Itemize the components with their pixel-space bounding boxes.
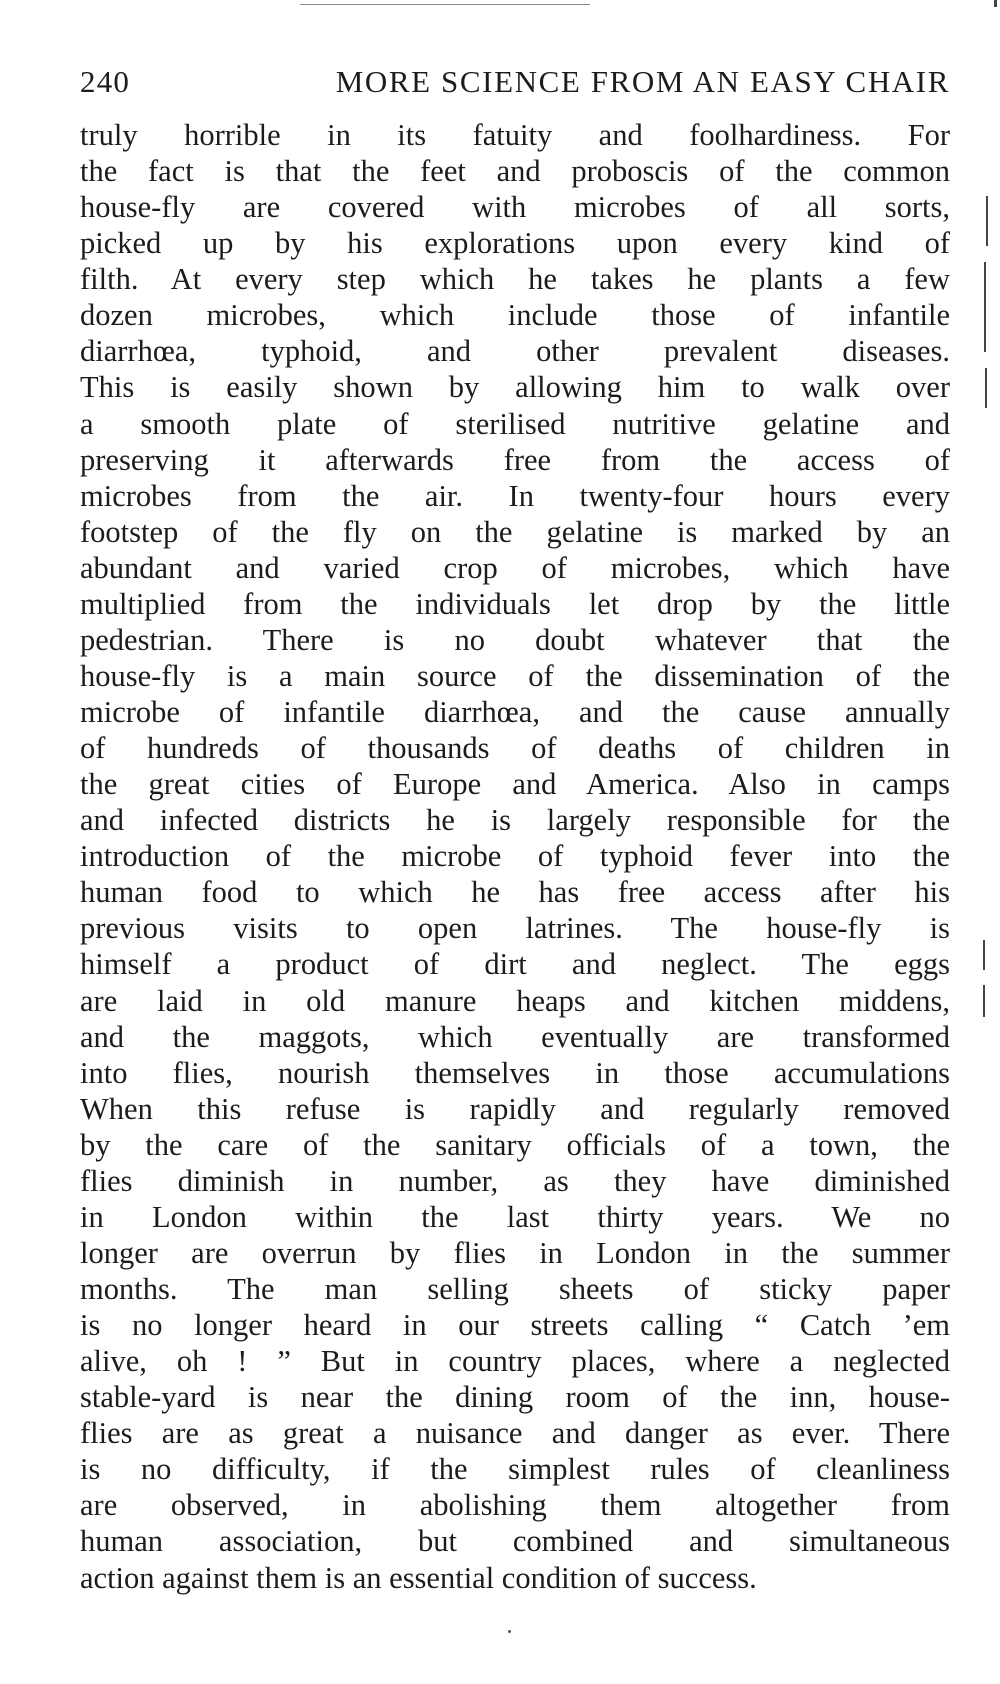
text-line: in London within the last thirty years. We no — [80, 1199, 950, 1234]
text-line: of hundreds of thousands of deaths of children in — [80, 731, 950, 766]
text-line: truly horrible in its fatuity and foolhardiness. For — [80, 118, 950, 152]
text-line: house-fly are covered with microbes of all sorts, — [80, 190, 950, 225]
text-line: previous visits to open latrines. The house-fly is — [80, 911, 950, 946]
text-line: the fact is that the feet and proboscis of the common — [80, 154, 950, 189]
text-line: alive, oh ! ” But in country places, where a neglected — [80, 1344, 950, 1379]
top-rule — [300, 4, 590, 5]
text-line: house-fly is a main source of the dissemination of the — [80, 658, 950, 693]
edge-mark — [986, 196, 988, 246]
text-line: This is easily shown by allowing him to walk over — [80, 370, 950, 405]
text-line: diarrhœa, typhoid, and other prevalent diseases. — [80, 334, 950, 369]
text-line: is no longer heard in our streets calling “ Catch ’em — [80, 1308, 950, 1343]
text-line: picked up by his explorations upon every kind of — [80, 226, 950, 261]
text-line: microbe of infantile diarrhœa, and the cause annually — [80, 695, 950, 729]
edge-mark — [985, 368, 987, 408]
body-text — [80, 117, 950, 1596]
text-line: himself a product of dirt and neglect. The eggs — [80, 947, 950, 982]
page-number: 240 — [80, 64, 131, 99]
text-line: flies diminish in number, as they have diminished — [80, 1163, 950, 1198]
edge-mark — [984, 262, 986, 352]
text-line: a smooth plate of sterilised nutritive gelatine and — [80, 406, 950, 441]
text-line: action against them is an essential condition of success. — [80, 1560, 757, 1595]
edge-mark — [983, 985, 985, 1017]
text-line: When this refuse is rapidly and regularly removed — [80, 1091, 950, 1126]
text-line: filth. At every step which he takes he plants a few — [80, 262, 950, 297]
text-line: multiplied from the individuals let drop by the little — [80, 586, 950, 621]
text-line: and infected districts he is largely responsible for the — [80, 803, 950, 838]
text-line: into flies, nourish themselves in those accumulations — [80, 1055, 950, 1090]
text-line: dozen microbes, which include those of infantile — [80, 298, 950, 333]
edge-mark — [994, 0, 997, 7]
text-line: flies are as great a nuisance and danger as ever. There — [80, 1416, 950, 1451]
text-line: is no difficulty, if the simplest rules of cleanliness — [80, 1452, 950, 1487]
running-title: MORE SCIENCE FROM AN EASY CHAIR — [335, 64, 950, 99]
text-line: stable-yard is near the dining room of the inn, house- — [80, 1380, 950, 1415]
text-line: preserving it afterwards free from the access of — [80, 442, 950, 477]
text-line: the great cities of Europe and America. Also in camps — [80, 767, 950, 802]
bottom-mark — [508, 1630, 511, 1633]
text-line: abundant and varied crop of microbes, which have — [80, 550, 950, 585]
running-head — [80, 64, 950, 104]
text-line: human association, but combined and simultaneous — [80, 1524, 950, 1559]
text-line: pedestrian. There is no doubt whatever that the — [80, 622, 950, 657]
text-line: and the maggots, which eventually are transformed — [80, 1019, 950, 1054]
text-line: introduction of the microbe of typhoid fever into the — [80, 839, 950, 874]
text-line: footstep of the fly on the gelatine is marked by an — [80, 514, 950, 549]
text-line: months. The man selling sheets of sticky paper — [80, 1272, 950, 1306]
text-line: human food to which he has free access after his — [80, 875, 950, 910]
text-line: longer are overrun by flies in London in the summer — [80, 1235, 950, 1270]
text-line: by the care of the sanitary officials of a town, the — [80, 1127, 950, 1162]
text-line: are observed, in abolishing them altogether from — [80, 1488, 950, 1523]
edge-mark — [983, 940, 985, 970]
text-line: are laid in old manure heaps and kitchen middens, — [80, 983, 950, 1018]
text-line: microbes from the air. In twenty-four hours every — [80, 478, 950, 513]
